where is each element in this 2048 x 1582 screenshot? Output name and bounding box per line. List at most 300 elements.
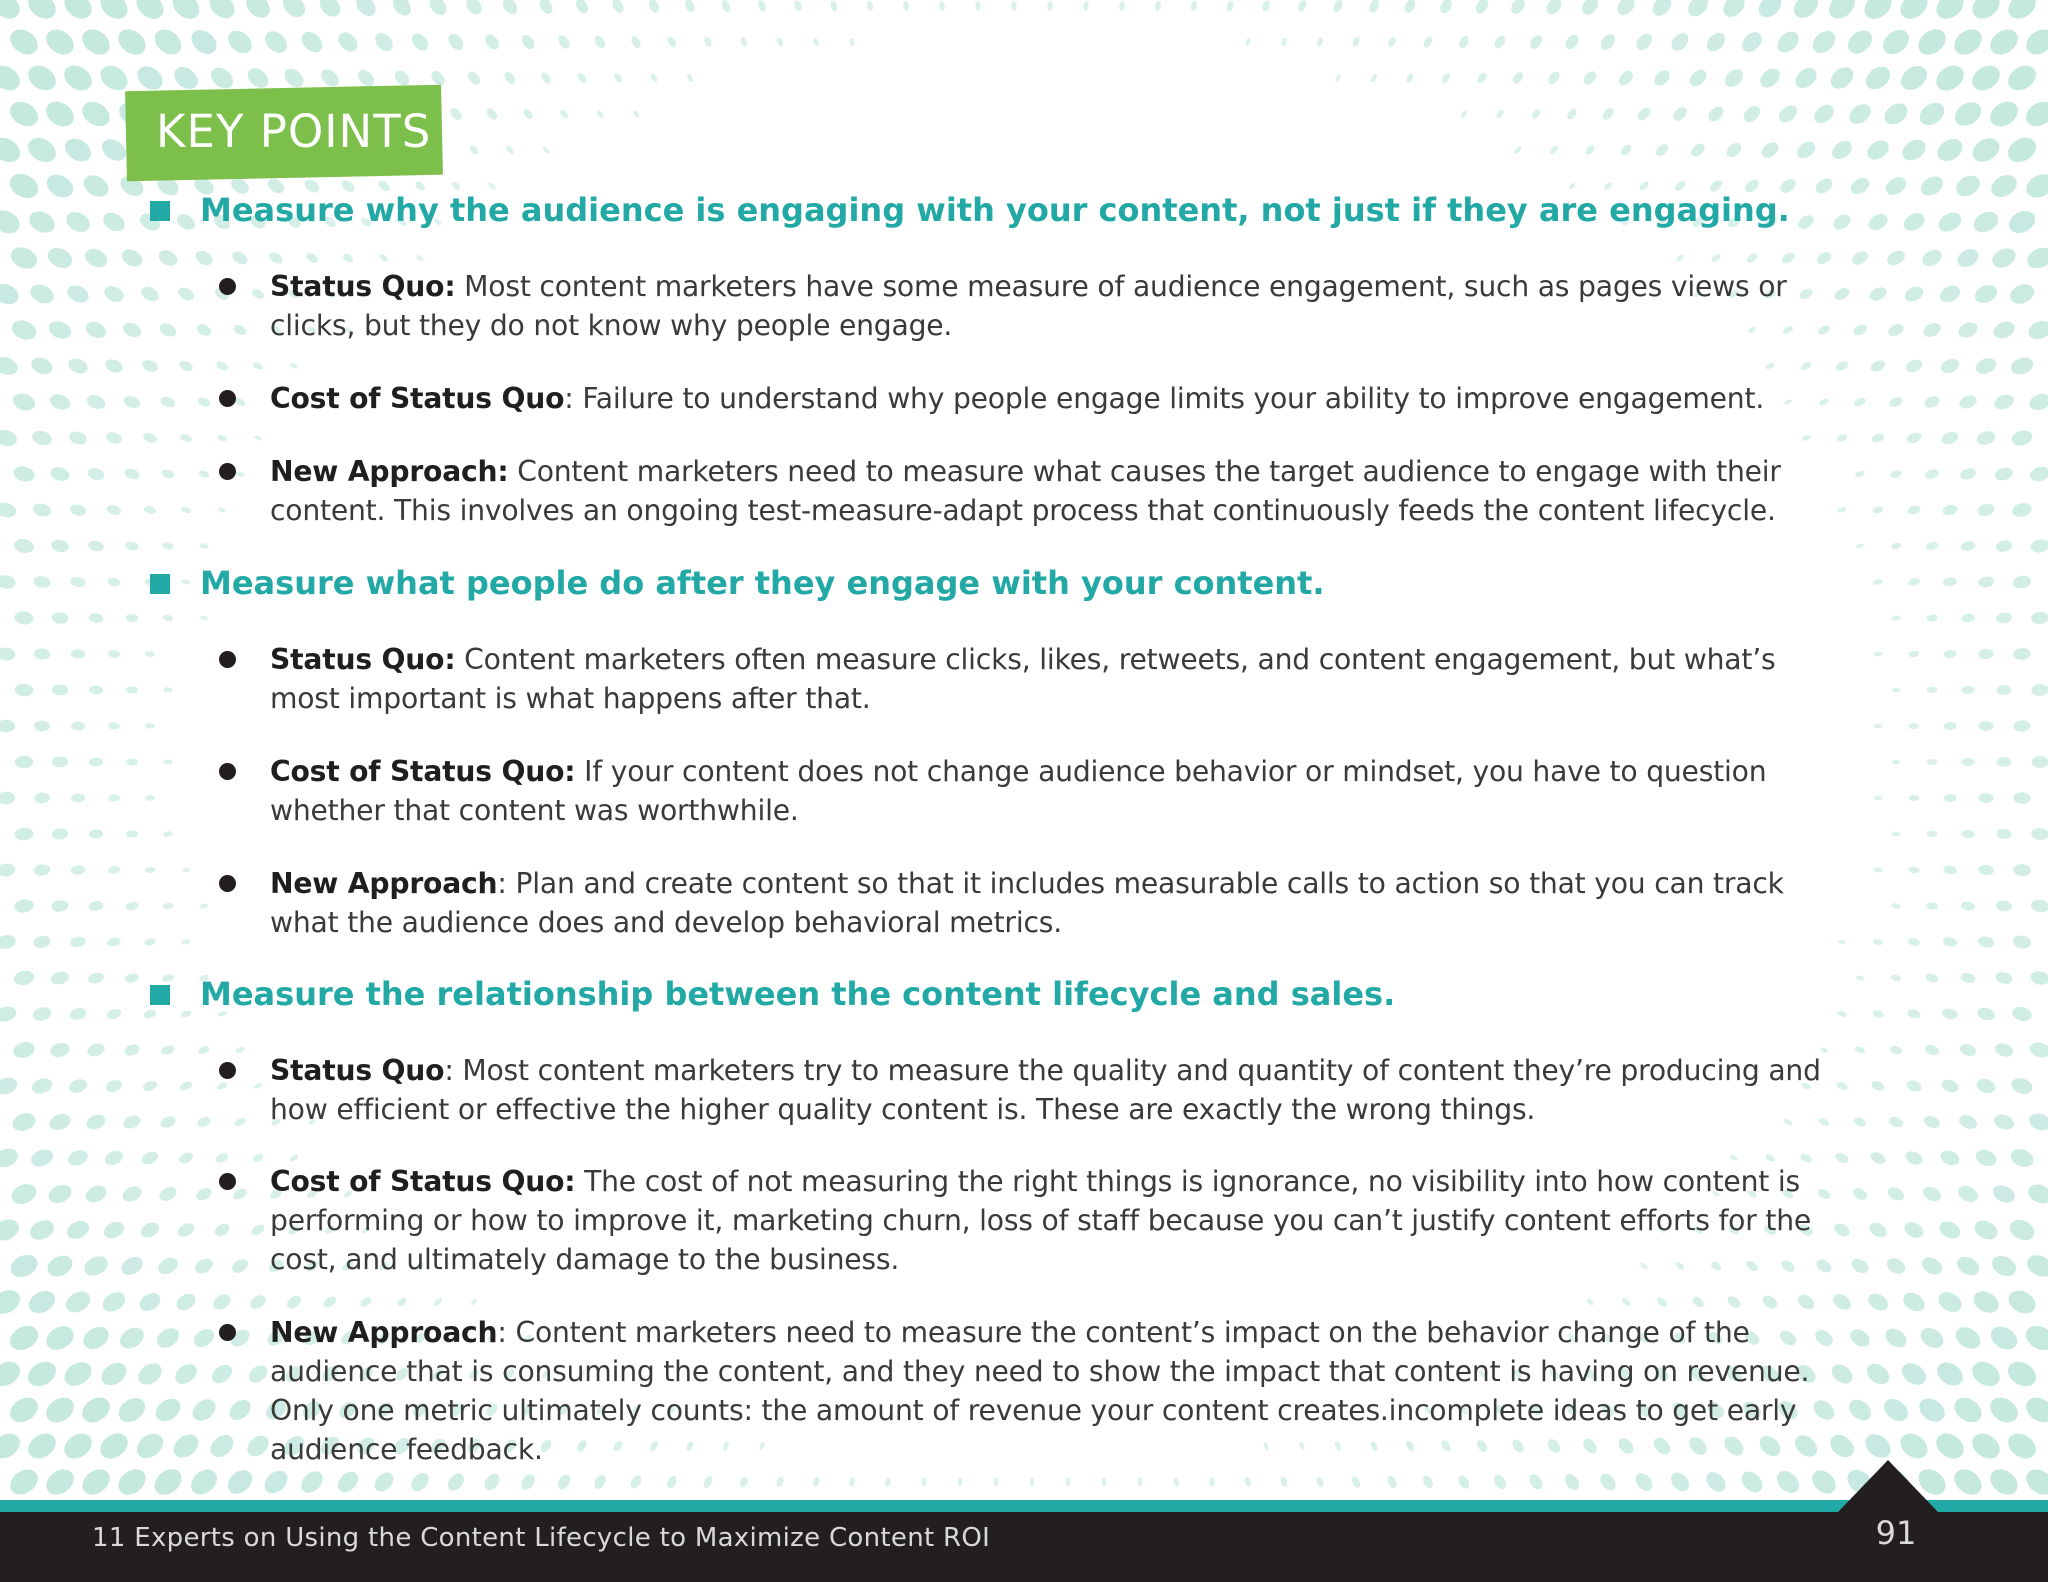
pattern-dot xyxy=(83,319,108,341)
pattern-dot xyxy=(46,1181,75,1206)
pattern-dot xyxy=(1690,1295,1705,1310)
pattern-dot xyxy=(2011,1005,2034,1023)
pattern-dot xyxy=(0,501,18,520)
pattern-dot xyxy=(1796,213,1816,232)
pattern-dot xyxy=(1530,108,1542,120)
pattern-dot xyxy=(162,541,175,550)
pattern-dot xyxy=(123,1043,141,1058)
pattern-dot xyxy=(289,362,299,370)
pattern-dot xyxy=(298,28,327,56)
pattern-dot xyxy=(173,1290,198,1313)
pattern-dot xyxy=(253,1082,263,1090)
pattern-dot xyxy=(1925,973,1939,984)
pattern-dot xyxy=(126,758,138,765)
pattern-dot xyxy=(70,576,87,588)
pattern-dot xyxy=(2006,1216,2037,1244)
pattern-dot xyxy=(812,1476,821,1488)
pattern-dot xyxy=(1952,172,1983,201)
section-1-item-3 xyxy=(270,452,1830,530)
pattern-dot xyxy=(1924,468,1940,481)
pattern-dot xyxy=(1422,35,1434,49)
pattern-dot xyxy=(1943,794,1956,803)
pattern-dot xyxy=(2012,574,2032,589)
pattern-dot xyxy=(214,1151,229,1164)
pattern-dot xyxy=(1882,1325,1910,1351)
pattern-dot xyxy=(230,249,250,267)
pattern-dot xyxy=(1949,1464,1986,1500)
pattern-dot xyxy=(1873,578,1884,585)
pattern-dot xyxy=(522,107,535,120)
pattern-dot xyxy=(322,1294,339,1310)
pattern-dot xyxy=(793,0,803,12)
pattern-dot xyxy=(1563,32,1581,51)
pattern-dot xyxy=(1994,970,2013,985)
pattern-dot xyxy=(1890,974,1902,983)
pattern-dot xyxy=(0,863,16,878)
pattern-dot xyxy=(921,1477,927,1487)
pattern-dot xyxy=(1808,27,1839,58)
pattern-dot xyxy=(59,60,96,95)
pattern-dot xyxy=(187,25,221,59)
pattern-dot xyxy=(0,720,15,733)
pattern-dot xyxy=(217,507,226,513)
pattern-dot xyxy=(2031,684,2048,697)
pattern-dot xyxy=(1955,1183,1980,1205)
pattern-dot xyxy=(1584,144,1597,157)
pattern-dot xyxy=(232,323,248,337)
pattern-dot xyxy=(1280,37,1287,47)
pattern-dot xyxy=(171,1360,200,1388)
pattern-dot xyxy=(1836,433,1849,443)
pattern-dot xyxy=(1154,1,1161,12)
pattern-dot xyxy=(1878,25,1913,59)
pattern-dot xyxy=(1961,829,1975,838)
pattern-dot xyxy=(739,36,748,47)
item-text: : Plan and create content so that it includes measurable calls to action so that you can track what the audience does and develop behavioral metrics. xyxy=(270,867,1784,939)
pattern-dot xyxy=(1898,135,1929,164)
pattern-dot xyxy=(153,1324,182,1351)
pattern-dot xyxy=(1745,252,1759,265)
pattern-dot xyxy=(1886,1185,1906,1203)
pattern-dot xyxy=(0,354,20,378)
pattern-dot xyxy=(500,0,520,17)
pattern-dot xyxy=(2013,863,2032,877)
pattern-dot xyxy=(1992,1112,2016,1133)
section-3-heading: Measure the relationship between the content lifecycle and sales. xyxy=(200,975,1396,1013)
pattern-dot xyxy=(2024,244,2048,273)
pattern-dot xyxy=(1492,1473,1509,1491)
pattern-dot xyxy=(866,0,874,11)
pattern-dot xyxy=(1904,357,1924,374)
section-1-square-bullet xyxy=(150,201,170,221)
pattern-dot xyxy=(1960,901,1975,912)
pattern-dot xyxy=(195,322,213,338)
pattern-dot xyxy=(107,865,120,874)
pattern-dot xyxy=(559,108,570,120)
pattern-dot xyxy=(59,1428,96,1463)
pattern-dot xyxy=(2028,1040,2048,1060)
pattern-dot xyxy=(223,1465,257,1498)
pattern-dot xyxy=(610,0,626,15)
pattern-dot xyxy=(1987,1322,2022,1354)
pattern-dot xyxy=(212,1221,231,1238)
pattern-dot xyxy=(1989,1252,2020,1280)
pattern-dot xyxy=(1940,1077,1961,1094)
pattern-dot xyxy=(2021,1393,2048,1428)
pattern-dot xyxy=(408,1469,432,1494)
item-label: New Approach xyxy=(270,867,498,900)
pattern-dot xyxy=(248,1292,269,1311)
pattern-dot xyxy=(647,0,661,14)
pattern-dot xyxy=(1985,97,2022,132)
pattern-dot xyxy=(1047,1,1053,11)
item-label: Cost of Status Quo xyxy=(270,382,565,415)
section-1-item-1 xyxy=(270,267,1830,345)
pattern-dot xyxy=(242,0,275,22)
item-label: Cost of Status Quo: xyxy=(270,755,576,788)
pattern-dot xyxy=(1854,470,1865,479)
pattern-dot xyxy=(316,0,345,21)
pattern-dot xyxy=(1926,614,1938,622)
pattern-dot xyxy=(1651,67,1672,88)
section-2-square-bullet xyxy=(150,574,170,594)
pattern-dot xyxy=(1926,902,1939,911)
pattern-dot xyxy=(32,934,52,949)
pattern-dot xyxy=(124,972,140,984)
pattern-dot xyxy=(0,280,22,308)
pattern-dot xyxy=(1900,1289,1928,1315)
footer-title: 11 Experts on Using the Content Lifecycle to Maximize Content ROI xyxy=(92,1523,991,1553)
pattern-dot xyxy=(505,145,515,156)
pattern-dot xyxy=(44,244,75,272)
pattern-dot xyxy=(50,538,70,553)
pattern-dot xyxy=(186,1464,222,1499)
pattern-dot xyxy=(573,0,590,15)
pattern-dot xyxy=(1870,1080,1886,1093)
pattern-dot xyxy=(125,613,139,622)
bullet-dot xyxy=(219,875,236,892)
pattern-dot xyxy=(2013,792,2031,804)
pattern-dot xyxy=(1511,70,1525,85)
pattern-dot xyxy=(1905,431,1922,445)
pattern-dot xyxy=(849,37,855,46)
pattern-dot xyxy=(41,97,78,132)
pattern-dot xyxy=(0,0,25,24)
pattern-dot xyxy=(1826,1430,1858,1462)
pattern-dot xyxy=(720,0,732,13)
pattern-dot xyxy=(1908,866,1920,874)
pattern-dot xyxy=(371,1469,397,1496)
pattern-dot xyxy=(1513,145,1522,155)
pattern-dot xyxy=(1636,105,1653,122)
page-number-tab xyxy=(1838,1460,1938,1512)
pattern-dot xyxy=(1791,64,1820,92)
pattern-dot xyxy=(89,829,104,839)
pattern-dot xyxy=(1546,70,1562,87)
pattern-dot xyxy=(13,969,36,987)
pattern-dot xyxy=(1891,615,1901,621)
pattern-dot xyxy=(1562,1471,1582,1492)
pattern-dot xyxy=(1066,1478,1071,1487)
pattern-dot xyxy=(0,1215,22,1244)
pattern-dot xyxy=(145,866,156,873)
pattern-dot xyxy=(163,831,173,838)
pattern-dot xyxy=(122,394,142,411)
pattern-dot xyxy=(160,1044,176,1057)
pattern-dot xyxy=(1985,24,2022,60)
pattern-dot xyxy=(138,1219,162,1240)
pattern-dot xyxy=(576,71,588,84)
pattern-dot xyxy=(52,757,68,768)
pattern-dot xyxy=(15,756,33,769)
pattern-dot xyxy=(1855,543,1864,549)
pattern-dot xyxy=(145,795,155,801)
pattern-dot xyxy=(1405,72,1415,83)
pattern-dot xyxy=(1854,1045,1866,1054)
pattern-dot xyxy=(1996,612,2013,624)
pattern-dot xyxy=(1927,759,1938,765)
pattern-dot xyxy=(416,254,425,262)
pattern-dot xyxy=(1925,541,1939,551)
pattern-dot xyxy=(592,1473,608,1491)
pattern-dot xyxy=(163,759,173,764)
pattern-dot xyxy=(1957,1113,1979,1132)
pattern-dot xyxy=(2013,647,2032,660)
pattern-dot xyxy=(812,37,819,47)
pattern-dot xyxy=(245,1362,270,1386)
pattern-dot xyxy=(62,1287,94,1316)
pattern-dot xyxy=(304,251,319,265)
pattern-dot xyxy=(1101,1478,1106,1487)
pattern-dot xyxy=(122,1113,143,1131)
pattern-dot xyxy=(70,649,85,660)
pattern-dot xyxy=(1942,936,1958,948)
pattern-dot xyxy=(89,685,104,695)
pattern-dot xyxy=(155,1254,180,1277)
pattern-dot xyxy=(71,721,85,730)
pattern-dot xyxy=(106,1007,123,1020)
pattern-dot xyxy=(123,467,140,481)
pattern-dot xyxy=(539,71,552,86)
pattern-dot xyxy=(149,1464,186,1500)
pattern-dot xyxy=(1949,24,1986,60)
pattern-dot xyxy=(144,938,156,947)
pattern-dot xyxy=(1620,1296,1631,1307)
pattern-dot xyxy=(118,1253,146,1278)
pattern-dot xyxy=(1544,0,1565,17)
pattern-dot xyxy=(61,134,95,166)
pattern-dot xyxy=(1789,0,1823,23)
pattern-dot xyxy=(1889,1044,1903,1055)
pattern-dot xyxy=(181,579,191,585)
pattern-dot xyxy=(67,1077,89,1095)
pattern-dot xyxy=(13,537,35,554)
pattern-dot xyxy=(162,614,173,622)
pattern-dot xyxy=(1913,24,1950,60)
pattern-dot xyxy=(613,72,623,84)
pattern-dot xyxy=(25,1286,59,1317)
section-3-item-1 xyxy=(270,1051,1830,1129)
pattern-dot xyxy=(142,431,158,444)
pattern-dot xyxy=(199,542,209,549)
pattern-dot xyxy=(1991,318,2017,341)
pattern-dot xyxy=(1598,32,1618,53)
pattern-dot xyxy=(1874,796,1883,801)
pattern-dot xyxy=(1884,1255,1908,1277)
pattern-dot xyxy=(1847,1326,1873,1351)
pattern-dot xyxy=(179,1080,194,1092)
pattern-dot xyxy=(64,1217,92,1242)
pattern-dot xyxy=(192,1255,215,1276)
pattern-dot xyxy=(1935,209,1964,236)
pattern-dot xyxy=(1917,1324,1947,1352)
pattern-dot xyxy=(1837,1010,1848,1018)
pattern-dot xyxy=(1873,651,1882,657)
pattern-dot xyxy=(1403,0,1418,15)
pattern-dot xyxy=(1083,1,1089,11)
pattern-dot xyxy=(2022,1321,2048,1355)
pattern-dot xyxy=(101,1218,127,1241)
pattern-dot xyxy=(27,1216,57,1243)
pattern-dot xyxy=(2027,391,2048,413)
pattern-dot xyxy=(10,391,37,414)
pattern-dot xyxy=(11,1040,36,1061)
pattern-dot xyxy=(1703,29,1729,55)
pattern-dot xyxy=(2003,60,2040,95)
pattern-dot xyxy=(159,1114,178,1130)
pattern-dot xyxy=(169,1430,203,1463)
pattern-dot xyxy=(1970,208,2002,237)
pattern-dot xyxy=(1957,393,1978,411)
pattern-dot xyxy=(193,248,215,268)
pattern-dot xyxy=(1706,104,1727,125)
pattern-dot xyxy=(7,1250,41,1281)
pattern-dot xyxy=(107,577,121,587)
pattern-dot xyxy=(1898,1359,1930,1390)
pattern-dot xyxy=(1689,141,1707,159)
pattern-dot xyxy=(113,1464,150,1500)
pattern-dot xyxy=(1892,760,1900,764)
pattern-dot xyxy=(1931,1428,1968,1464)
pattern-dot xyxy=(1261,0,1271,13)
pattern-dot xyxy=(46,318,74,342)
pattern-dot xyxy=(1880,1394,1912,1425)
pattern-dot xyxy=(87,539,105,552)
pattern-dot xyxy=(1843,26,1876,59)
pattern-dot xyxy=(87,971,105,985)
pattern-dot xyxy=(1614,0,1638,19)
pattern-dot xyxy=(1813,175,1836,196)
pattern-dot xyxy=(848,1477,856,1488)
pattern-dot xyxy=(0,61,25,96)
pattern-dot xyxy=(178,359,195,373)
pattern-dot xyxy=(106,504,122,517)
pattern-dot xyxy=(48,392,73,413)
pattern-dot xyxy=(1296,0,1307,13)
pattern-dot xyxy=(1460,109,1468,119)
pattern-dot xyxy=(70,864,86,875)
pattern-dot xyxy=(466,69,483,87)
pattern-dot xyxy=(108,794,120,802)
pattern-dot xyxy=(1869,358,1887,373)
pattern-dot xyxy=(78,97,115,131)
pattern-dot xyxy=(231,1186,248,1201)
pattern-dot xyxy=(261,27,291,57)
pattern-dot xyxy=(2022,170,2048,203)
pattern-dot xyxy=(1961,613,1976,623)
pattern-dot xyxy=(2004,1286,2039,1318)
pattern-dot xyxy=(1978,864,1995,876)
pattern-dot xyxy=(215,360,229,372)
pattern-dot xyxy=(235,470,245,478)
pattern-dot xyxy=(1915,1394,1949,1427)
pattern-dot xyxy=(593,34,607,50)
pattern-dot xyxy=(23,1428,60,1463)
pattern-dot xyxy=(5,1464,42,1499)
pattern-dot xyxy=(1872,938,1883,946)
pattern-dot xyxy=(79,1322,113,1353)
pattern-dot xyxy=(1208,1477,1215,1487)
pattern-dot xyxy=(51,611,69,624)
pattern-dot xyxy=(1279,1476,1288,1488)
pattern-dot xyxy=(2028,465,2048,484)
pattern-dot xyxy=(334,1468,362,1496)
pattern-dot xyxy=(0,574,17,590)
pattern-dot xyxy=(102,283,127,305)
pattern-dot xyxy=(95,1428,132,1464)
section-1-heading: Measure why the audience is engaging with your content, not just if they are engaging. xyxy=(200,191,1790,229)
pattern-dot xyxy=(1903,1149,1924,1167)
pattern-dot xyxy=(107,936,122,947)
pattern-dot xyxy=(0,1285,24,1318)
pattern-dot xyxy=(1908,650,1920,658)
pattern-dot xyxy=(124,540,139,551)
pattern-dot xyxy=(51,828,68,840)
pattern-dot xyxy=(233,1116,247,1128)
pattern-dot xyxy=(1725,1294,1742,1311)
pattern-dot xyxy=(1907,504,1922,515)
pattern-dot xyxy=(341,252,354,264)
pattern-dot xyxy=(1597,1471,1619,1494)
pattern-dot xyxy=(1826,63,1857,93)
pattern-dot xyxy=(250,287,266,301)
pattern-dot xyxy=(686,73,694,83)
pattern-dot xyxy=(33,648,51,661)
pattern-dot xyxy=(1975,429,1997,447)
pattern-dot xyxy=(1225,0,1234,12)
pattern-dot xyxy=(1990,1182,2017,1206)
pattern-dot xyxy=(1902,284,1925,305)
pattern-dot xyxy=(1954,1253,1983,1279)
pattern-dot xyxy=(174,211,198,233)
section-2-item-3 xyxy=(270,864,1830,942)
pattern-dot xyxy=(285,1293,304,1311)
pattern-dot xyxy=(69,503,88,518)
pattern-dot xyxy=(1871,1009,1884,1019)
pattern-dot xyxy=(1943,649,1957,659)
pattern-dot xyxy=(1967,1428,2004,1463)
pattern-dot xyxy=(1871,432,1886,444)
pattern-dot xyxy=(2009,1075,2034,1096)
pattern-dot xyxy=(1992,392,2015,412)
pattern-dot xyxy=(2003,0,2040,24)
pattern-dot xyxy=(502,70,517,86)
pattern-dot xyxy=(1978,648,1994,659)
bullet-dot xyxy=(219,1324,236,1341)
pattern-dot xyxy=(1334,74,1341,83)
pattern-dot xyxy=(1954,246,1982,271)
pattern-dot xyxy=(1952,1323,1984,1353)
